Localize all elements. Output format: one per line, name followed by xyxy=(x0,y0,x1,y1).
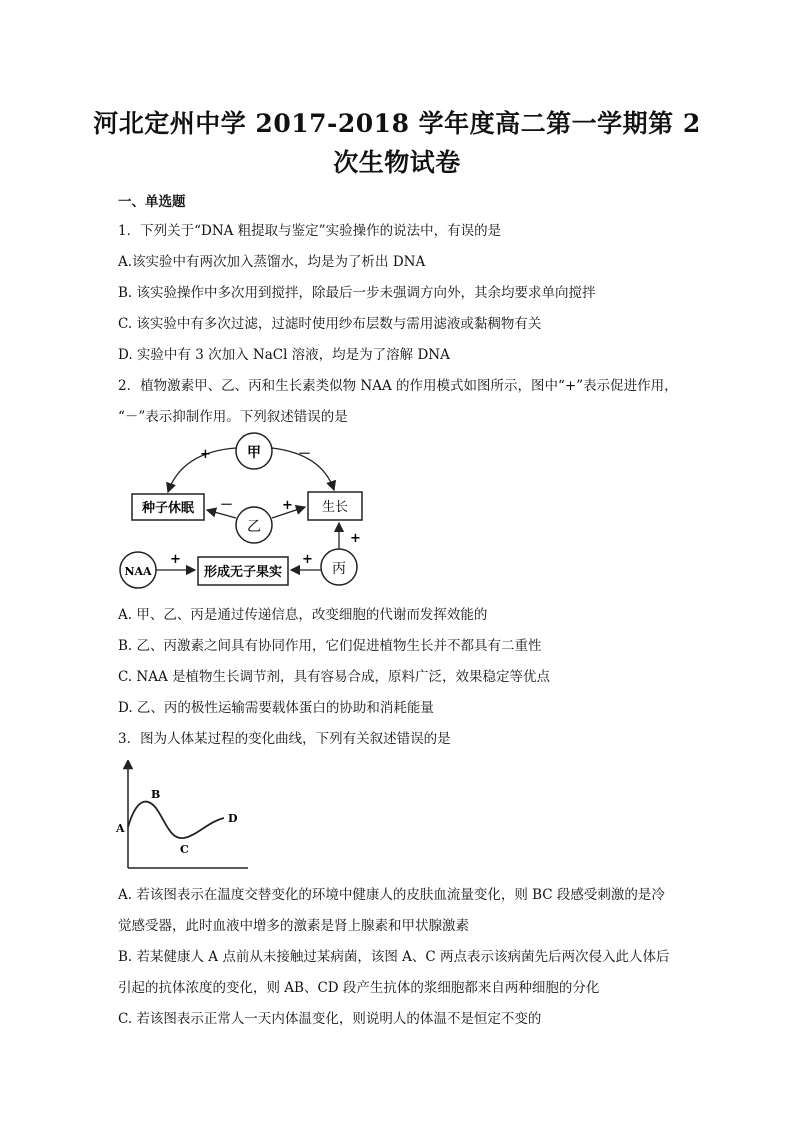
point-a-label: A xyxy=(116,822,125,835)
sign-yi-growth: + xyxy=(282,498,293,513)
q3-option-a-line-1: A. 若该图表示在温度交替变化的环境中健康人的皮肤血流量变化，则 BC 段感受刺激的是冷 xyxy=(118,887,665,903)
q3-option-b-line-1: B. 若某健康人 A 点前从未接触过某病菌，该图 A、C 两点表示该病菌先后两次侵入此人体后 xyxy=(118,949,670,965)
naa-label: NAA xyxy=(124,565,152,578)
q1-stem: 1．下列关于“DNA 粗提取与鉴定”实验操作的说法中，有误的是 xyxy=(118,223,502,239)
page-title-line-1: 河北定州中学 2017-2018 学年度高二第一学期第 2 xyxy=(93,109,701,138)
q2-stem-line-2: “－”表示抑制作用。下列叙述错误的是 xyxy=(118,409,348,425)
q2-option-b: B. 乙、丙激素之间具有协同作用，它们促进植物生长并不都具有二重性 xyxy=(118,638,542,654)
section-heading: 一、单选题 xyxy=(118,194,186,210)
point-c-label: C xyxy=(180,843,189,856)
q3-option-c: C. 若该图表示正常人一天内体温变化，则说明人的体温不是恒定不变的 xyxy=(118,1011,542,1027)
seedless-fruit-label: 形成无子果实 xyxy=(203,565,283,580)
bing-label: 丙 xyxy=(332,561,346,577)
sign-naa-fruit: + xyxy=(170,552,181,567)
page-title-line-2: 次生物试卷 xyxy=(333,148,461,177)
q2-option-a: A. 甲、乙、丙是通过传递信息，改变细胞的代谢而发挥效能的 xyxy=(118,607,488,623)
jia-label: 甲 xyxy=(247,445,261,461)
sign-jia-growth: － xyxy=(298,447,312,462)
change-curve-graph xyxy=(112,760,252,872)
sign-jia-dormancy: + xyxy=(200,447,211,462)
q1-option-c: C. 该实验中有多次过滤，过滤时使用纱布层数与需用滤液或黏稠物有关 xyxy=(118,316,542,332)
point-d-label: D xyxy=(228,812,238,825)
q2-stem-line-1: 2．植物激素甲、乙、丙和生长素类似物 NAA 的作用模式如图所示，图中“+”表示促进作用， xyxy=(118,378,678,394)
q1-option-b: B. 该实验操作中多次用到搅拌，除最后一步未强调方向外，其余均要求单向搅拌 xyxy=(118,285,596,301)
point-b-label: B xyxy=(151,788,161,801)
yi-label: 乙 xyxy=(247,519,261,535)
sign-yi-dormancy: － xyxy=(220,498,234,513)
q1-option-d: D. 实验中有 3 次加入 NaCl 溶液，均是为了溶解 DNA xyxy=(118,347,450,363)
sign-bing-growth: + xyxy=(350,531,361,546)
curve-line xyxy=(128,802,224,839)
q3-option-b-line-2: 引起的抗体浓度的变化，则 AB、CD 段产生抗体的浆细胞都来自两种细胞的分化 xyxy=(118,980,600,996)
hormone-diagram xyxy=(112,430,372,595)
q3-stem: 3．图为人体某过程的变化曲线，下列有关叙述错误的是 xyxy=(118,731,451,747)
seed-dormancy-label: 种子休眠 xyxy=(141,501,195,516)
sign-bing-fruit: + xyxy=(302,552,313,567)
growth-label: 生长 xyxy=(321,500,349,515)
q2-option-c: C. NAA 是植物生长调节剂，具有容易合成，原料广泛，效果稳定等优点 xyxy=(118,669,551,685)
q1-option-a: A.该实验中有两次加入蒸馏水，均是为了析出 DNA xyxy=(118,254,426,270)
q3-option-a-line-2: 觉感受器，此时血液中增多的激素是肾上腺素和甲状腺激素 xyxy=(118,918,469,934)
q2-option-d: D. 乙、丙的极性运输需要载体蛋白的协助和消耗能量 xyxy=(118,700,434,716)
